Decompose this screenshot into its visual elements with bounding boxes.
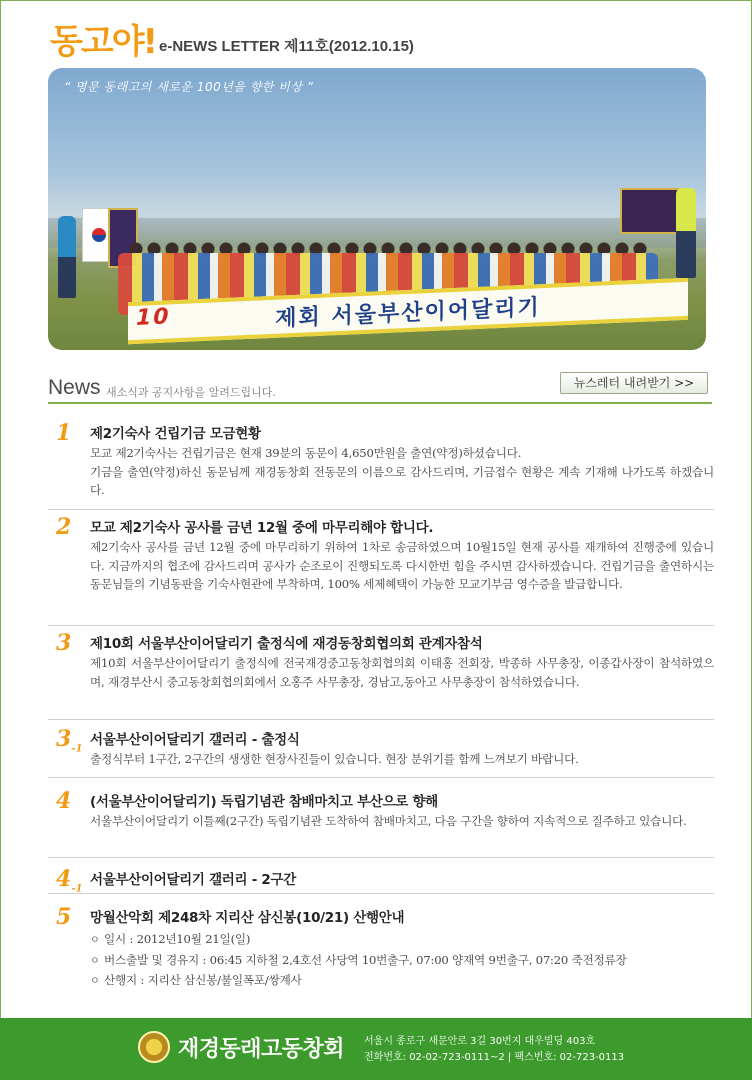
news-item: [48, 420, 714, 510]
news-item: [48, 904, 714, 1000]
news-title: News: [48, 376, 101, 399]
footer: [0, 1018, 752, 1080]
issue-label: e-NEWS LETTER 제11호(2012.10.15): [159, 38, 414, 55]
item-body: [90, 812, 714, 831]
news-item: [48, 630, 714, 720]
item-body-text: 제10회 서울부산이어달리기 출정식에 전국재경중고동창회협의회 이태홍 전회장, 박종하 사무총장, 이종갑사장이 참석하였으며, 재경부산시 중고동창회협의회에서 오홍주 사무총장, 경남고,동아고 사무총장이 참석하였습니다.: [90, 656, 714, 689]
item-body-text: 제2기숙사 공사를 금년 12월 중에 마무리하기 위하여 1차로 송금하였으며 10월15일 현재 공사를 재개하여 진행중에 있습니다. 지금까지의 협조에 감사드리며 공사가 순조로이 진행되도록 다시한번 힘을 주시면 감사하겠습니다. 건립기금을 출연하시는 동문님들의 기념동판을 기숙사현관에 부착하며, 100% 세제혜택이 가능한 모교기부금 영수증을 발급합니다.: [90, 540, 714, 591]
item-number: 5: [56, 904, 72, 930]
alumni-flag-icon: [620, 188, 680, 234]
item-body: [90, 654, 714, 691]
photo-person-left: [58, 216, 76, 298]
item-body: [90, 750, 714, 769]
item-number: 2: [56, 514, 72, 540]
news-subtitle: 새소식과 공지사항을 알려드립니다.: [106, 386, 276, 399]
photo-person-right: [676, 188, 696, 278]
item-number: 1: [56, 420, 72, 446]
news-item: [48, 866, 714, 894]
footer-contact: [364, 1034, 624, 1066]
item-title-link[interactable]: (서울부산이어달리기) 독립기념관 참배마치고 부산으로 향해: [90, 794, 438, 810]
banner-suffix: 회 서울부산이어달리기: [298, 294, 541, 331]
news-item: [48, 726, 714, 778]
banner-prefix: 제: [275, 305, 299, 332]
footer-phone: 전화번호: 02-02-723-0111~2 | 팩스번호: 02-723-0113: [364, 1052, 625, 1063]
schedule-item: ㅇ 일시 : 2012년10월 21일(일): [90, 930, 714, 951]
item-title-link[interactable]: 모교 제2기숙사 공사를 금년 12월 중에 마무리해야 합니다.: [90, 520, 434, 536]
schedule-list: [90, 930, 714, 992]
item-title-link[interactable]: 망월산악회 제248차 지리산 삼신봉(10/21) 산행안내: [90, 910, 405, 926]
item-number: 4: [56, 788, 72, 814]
news-item: [48, 514, 714, 626]
schedule-item: ㅇ 산행지 : 지리산 삼신봉/불일폭포/쌍계사: [90, 971, 714, 992]
item-title-link[interactable]: 서울부산이어달리기 갤러리 - 2구간: [90, 872, 296, 888]
footer-org-name: 재경동래고동창회: [178, 1037, 345, 1062]
item-body-text: 출정식부터 1구간, 2구간의 생생한 현장사진들이 있습니다. 현장 분위기를 함께 느껴보기 바랍니다.: [90, 752, 579, 766]
banner-number: 10: [136, 304, 171, 331]
item-number: 3: [56, 630, 72, 656]
school-emblem-icon: [138, 1031, 170, 1063]
item-number: $3_{-1}$: [56, 726, 83, 755]
header-photo: [48, 68, 706, 350]
item-body-text: 모교 제2기숙사는 건립기금은 현재 39분의 동문이 4,650만원을 출연(약정)하셨습니다.: [90, 446, 522, 460]
news-item: [48, 788, 714, 858]
item-body: [90, 538, 714, 594]
item-title-link[interactable]: 제10회 서울부산이어달리기 출정식에 재경동창회협의회 관계자참석: [90, 636, 483, 652]
photo-quote: “ 명문 동래고의 새로운 100년을 향한 비상 ”: [64, 80, 314, 94]
download-newsletter-button[interactable]: 뉴스레터 내려받기 >>: [560, 372, 708, 394]
schedule-item: ㅇ 버스출발 및 경유지 : 06:45 지하철 2,4호선 사당역 10번출구, 07:00 양재역 9번출구, 07:20 죽전정류장: [90, 951, 714, 972]
item-title-link[interactable]: 제2기숙사 건립기금 모금현황: [90, 426, 261, 442]
newsletter-logo: 동고야!: [50, 22, 157, 62]
item-body-text: 기금을 출연(약정)하신 동문님께 재경동창회 전동문의 이름으로 감사드리며, 기금접수 현황은 계속 기재해 나가도록 하겠습니다.: [90, 464, 714, 497]
item-title-link[interactable]: 서울부산이어달리기 갤러리 - 출정식: [90, 732, 300, 748]
news-section-header: [48, 376, 712, 404]
item-body-text: 서울부산이어달리기 이틀째(2구간) 독립기념관 도착하여 참배마치고, 다음 구간을 향하여 지속적으로 질주하고 있습니다.: [90, 814, 687, 828]
item-number: $4_{-1}$: [56, 866, 83, 895]
item-body: [90, 444, 714, 500]
footer-address: 서울시 종로구 새문안로 3길 30번지 대우빌딩 403호: [364, 1036, 596, 1047]
